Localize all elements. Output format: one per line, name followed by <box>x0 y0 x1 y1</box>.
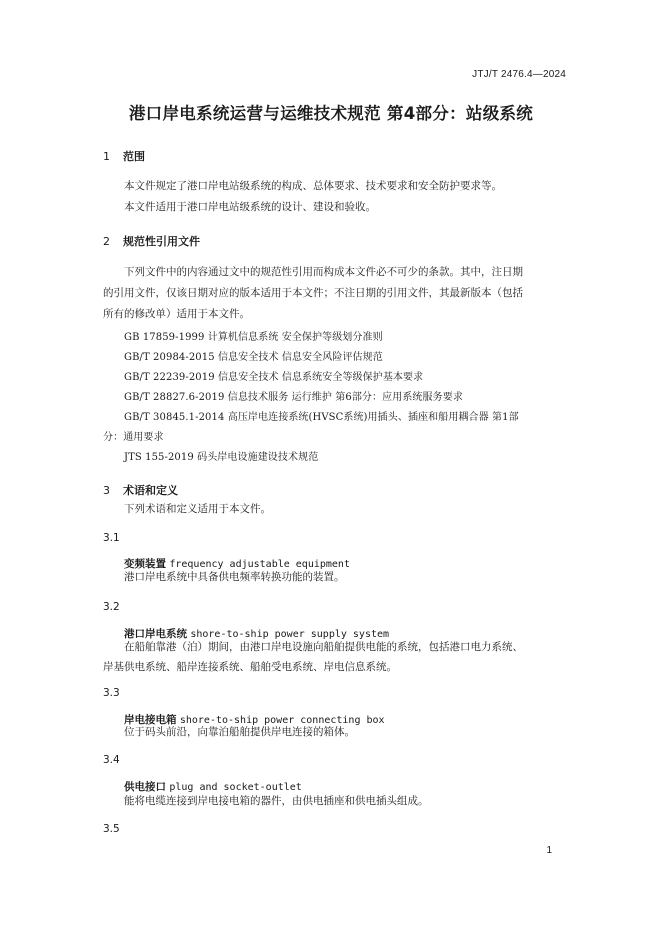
clause-number: 3.2 <box>103 601 120 613</box>
paragraph-line: 本文件适用于港口岸电站级系统的设计、建设和验收。 <box>124 201 376 213</box>
term-chinese: 变频装置 <box>124 558 166 570</box>
term-definition: 港口岸电系统中具备供电频率转换功能的装置。 <box>124 571 345 583</box>
section-heading-scope <box>103 148 145 164</box>
paragraph-line: 本文件规定了港口岸电站级系统的构成、总体要求、技术要求和安全防护要求等。 <box>124 180 502 192</box>
paragraph-line: 下列术语和定义适用于本文件。 <box>124 503 271 515</box>
section-title: 术语和定义 <box>123 484 178 497</box>
section-title: 范围 <box>123 150 145 163</box>
document-title: 港口岸电系统运营与运维技术规范 第4部分：站级系统 <box>128 104 534 123</box>
section-number: 3 <box>103 484 110 497</box>
clause-number: 3.3 <box>103 687 120 699</box>
term-english: frequency adjustable equipment <box>169 559 350 570</box>
term-chinese: 供电接口 <box>124 781 166 793</box>
paragraph-line: 所有的修改单）适用于本文件。 <box>103 308 250 320</box>
reference-item-continuation: 分：通用要求 <box>103 432 164 443</box>
reference-item: JTS 155-2019 码头岸电设施建设技术规范 <box>124 452 319 463</box>
clause-number: 3.1 <box>103 532 120 544</box>
term-definition: 能将电缆连接到岸电接电箱的器件，由供电插座和供电插头组成。 <box>124 795 429 807</box>
term-english: plug and socket-outlet <box>169 782 302 793</box>
reference-item: GB 17859-1999 计算机信息系统 安全保护等级划分准则 <box>124 332 383 343</box>
clause-number: 3.5 <box>103 823 120 835</box>
clause-number: 3.4 <box>103 754 120 766</box>
reference-item: GB/T 20984-2015 信息安全技术 信息安全风险评估规范 <box>124 352 383 363</box>
term-definition: 位于码头前沿，向靠泊船舶提供岸电连接的箱体。 <box>124 726 355 738</box>
reference-item: GB/T 28827.6-2019 信息技术服务 运行维护 第6部分：应用系统服务要求 <box>124 392 463 403</box>
paragraph-line: 的引用文件，仅该日期对应的版本适用于本文件；不注日期的引用文件，其最新版本（包括 <box>103 287 523 299</box>
term-chinese: 岸电接电箱 <box>124 714 177 726</box>
paragraph-line: 下列文件中的内容通过文中的规范性引用而构成本文件必不可少的条款。其中，注日期 <box>124 266 523 278</box>
term-english: shore-to-ship power supply system <box>190 629 390 640</box>
term-definition: 岸基供电系统、船岸连接系统、船舶受电系统、岸电信息系统。 <box>103 661 397 673</box>
document-code: JTJ/T 2476.4—2024 <box>472 69 566 80</box>
reference-item: GB/T 22239-2019 信息安全技术 信息系统安全等级保护基本要求 <box>124 372 424 383</box>
section-number: 1 <box>103 150 110 163</box>
section-number: 2 <box>103 235 110 248</box>
page-number: 1 <box>546 845 552 856</box>
section-heading-normative-references <box>103 233 200 249</box>
term-definition: 在船舶靠港（泊）期间，由港口岸电设施向船舶提供电能的系统，包括港口电力系统、 <box>124 641 523 653</box>
reference-item: GB/T 30845.1-2014 高压岸电连接系统(HVSC系统)用插头、插座和船用耦合器 第1部 <box>124 412 519 423</box>
section-heading-terms-and-definitions <box>103 482 178 498</box>
section-title: 规范性引用文件 <box>123 235 200 248</box>
term-chinese: 港口岸电系统 <box>124 628 187 640</box>
term-english: shore-to-ship power connecting box <box>179 715 385 726</box>
